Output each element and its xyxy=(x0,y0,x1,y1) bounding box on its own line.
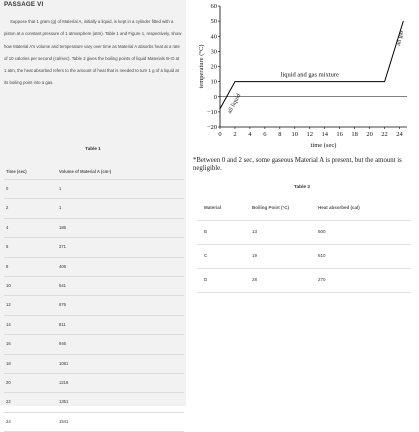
table1-cell-volume: 1081 xyxy=(59,360,69,366)
table1-title: Table 1 xyxy=(85,146,101,151)
table-row xyxy=(4,335,184,354)
table1 xyxy=(4,165,184,432)
table2-header-material: Material xyxy=(204,205,222,210)
table-row xyxy=(197,245,411,269)
x-tick-label: 18 xyxy=(351,131,358,138)
y-tick-label: 50 xyxy=(210,18,217,26)
table1-cell-volume: 946 xyxy=(59,341,66,347)
table1-cell-time: 14 xyxy=(6,321,11,327)
table-row xyxy=(197,221,411,245)
table-row xyxy=(4,316,184,335)
x-tick-label: 4 xyxy=(248,131,252,138)
table1-cell-time: 4 xyxy=(6,224,9,230)
table2-cell-heat: 610 xyxy=(318,253,326,258)
y-tick-label: 20 xyxy=(210,63,217,71)
table2-cell-heat: 270 xyxy=(318,277,326,282)
table1-cell-time: 16 xyxy=(6,341,11,347)
table-row xyxy=(4,238,184,257)
x-tick-label: 10 xyxy=(291,131,299,138)
x-tick-label: 0 xyxy=(218,131,222,138)
y-tick-label: −10 xyxy=(206,108,217,116)
table2-cell-boiling-point: 19 xyxy=(252,253,258,258)
table1-cell-volume: 1216 xyxy=(59,379,69,385)
y-tick-label: 40 xyxy=(210,33,217,41)
table2-header-row xyxy=(197,197,411,221)
y-tick-label: 60 xyxy=(210,3,217,10)
table-row xyxy=(4,413,184,432)
table1-cell-time: 24 xyxy=(6,418,11,424)
table1-cell-time: 2 xyxy=(6,205,9,211)
table2-title: Table 2 xyxy=(293,185,311,190)
table-row xyxy=(4,219,184,238)
annotation-all-gas: all gas xyxy=(395,29,405,47)
x-tick-label: 22 xyxy=(381,131,388,138)
table2-cell-material: D xyxy=(204,277,208,282)
table-row xyxy=(4,258,184,277)
table2-cell-material: C xyxy=(204,253,208,258)
table1-cell-volume: 1 xyxy=(59,205,62,211)
annotation-all-liquid: all liquid xyxy=(226,92,243,115)
table1-cell-volume: 371 xyxy=(59,244,66,250)
table1-cell-time: 6 xyxy=(6,244,9,250)
table2-cell-boiling-point: 28 xyxy=(252,277,258,282)
x-tick-label: 2 xyxy=(233,131,237,138)
passage-text: Suppose that 1 gram (g) of Material A, initially a liquid, is kept in a cylinder fitted with a piston at a constant pressure of 1 atmosphere (atm). Table 1 and Figure 1, respectively, show how Material A's volume and temperature vary over time as Material A absorbs heat at a rate of 10 calories per second (cal/sec). Table 2 gives the boiling points of liquid Materials B–D at 1 atm, the heat absorbed refers to the amount of heat that is needed to turn 1 g of a liquid at its boiling point into a gas. xyxy=(4,19,182,86)
table1-cell-time: 0 xyxy=(6,186,9,191)
table1-cell-volume: 186 xyxy=(59,224,66,230)
x-tick-label: 14 xyxy=(321,131,328,138)
passage-panel xyxy=(0,0,186,424)
table1-cell-time: 22 xyxy=(6,399,11,405)
temperature-chart xyxy=(196,0,418,155)
table-row xyxy=(4,199,184,218)
y-axis-label: temperature (°C) xyxy=(198,44,205,89)
chart-footnote: *Between 0 and 2 sec, some gaseous Material A is present, but the amount is negligible. xyxy=(193,157,402,172)
annotation-mixture: liquid and gas mixture xyxy=(280,71,339,79)
table1-cell-time: 8 xyxy=(6,263,9,269)
table1-cell-volume: 811 xyxy=(59,321,66,327)
table1-cell-time: 10 xyxy=(6,282,11,288)
x-tick-label: 24 xyxy=(396,131,403,138)
table2-cell-boiling-point: 13 xyxy=(252,229,258,234)
y-tick-label: 10 xyxy=(210,78,217,86)
table-row xyxy=(4,296,184,315)
x-tick-label: 8 xyxy=(278,131,282,138)
table1-header-volume: Volume of Material A (cm³) xyxy=(59,169,112,174)
table1-cell-volume: 406 xyxy=(59,263,66,269)
x-tick-label: 6 xyxy=(263,131,267,138)
passage-title: PASSAGE VI xyxy=(4,1,44,8)
table-row xyxy=(4,374,184,393)
table-row xyxy=(4,277,184,296)
table1-cell-time: 18 xyxy=(6,360,11,366)
table1-header-row xyxy=(4,165,184,180)
table1-cell-volume: 1541 xyxy=(59,418,69,424)
table1-cell-volume: 1351 xyxy=(59,399,69,405)
table1-cell-volume: 1 xyxy=(59,186,62,191)
table1-cell-volume: 676 xyxy=(59,302,66,308)
table-row xyxy=(4,355,184,374)
table2-cell-heat: 500 xyxy=(318,229,326,234)
table1-cell-time: 20 xyxy=(6,379,11,385)
x-tick-label: 12 xyxy=(306,131,314,138)
table1-header-time: Time (sec) xyxy=(6,169,27,174)
x-tick-label: 20 xyxy=(366,131,373,138)
y-tick-label: 0 xyxy=(213,93,217,101)
table1-cell-time: 12 xyxy=(6,302,11,308)
series-line xyxy=(220,21,403,109)
table2-cell-material: B xyxy=(204,229,208,234)
y-tick-label: −20 xyxy=(206,124,217,131)
table2 xyxy=(197,197,411,293)
table-row xyxy=(4,393,184,412)
table2-header-heat: Heat absorbed (cal) xyxy=(318,205,360,210)
y-tick-label: 30 xyxy=(210,48,217,56)
table2-header-boiling-point: Boiling Point (°C) xyxy=(252,205,290,210)
table-row xyxy=(4,180,184,199)
x-tick-label: 16 xyxy=(336,131,343,138)
x-axis-label: time (sec) xyxy=(310,142,337,149)
table-row xyxy=(197,269,411,293)
table1-cell-volume: 541 xyxy=(59,282,66,288)
